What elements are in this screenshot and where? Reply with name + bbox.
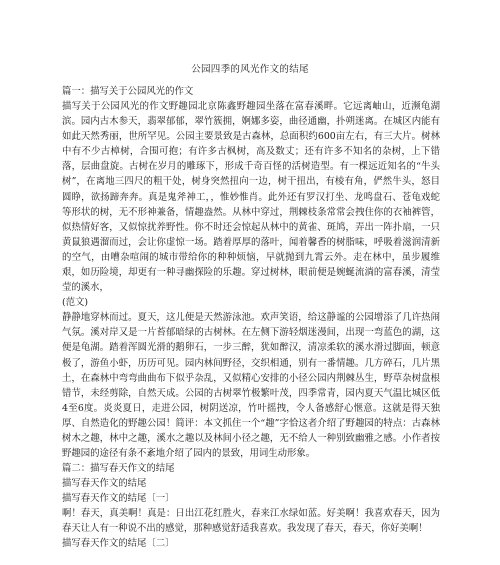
document-title: 公园四季的风光作文的结尾 <box>191 64 309 75</box>
section2-subheading-2: 描写春天作文的结尾〔一〕 <box>62 493 175 505</box>
document-body <box>62 84 440 551</box>
section2-subheading-1: 描写春天作文的结尾 <box>62 478 147 490</box>
fanwen-label: (范文) <box>62 297 89 309</box>
section2-subheading-3: 描写春天作文的结尾〔二〕 <box>62 538 175 550</box>
section1-paragraph-2: 静静地穿林而过。夏天，这儿便是天然游泳池。欢声笑语，给这静谧的公园增添了几许热闹气氛。溪对岸又是一片苔郁暗绿的古树林。在左侧下游轻烟迷漫间，出现一弯蓝色的湖，这便是龟湖。踏着浑圆光滑的鹅卵石，一步三醉，犹如醉汉，清凉柔软的溪水滑过脚面，顿意极了，游鱼小虾，历历可见。园内林间野径，交织相通，别有一番情趣。几方碎石，几片黑土，在森林中弯弯曲曲布下似乎杂乱，又似精心安排的小径公园内荆棘丛生，野草杂树盘根错节，未经剪除，自然天成。公园的古树翠竹极繁叶茂，四季常青，园内夏天气温比城区低4至6度。炎炎夏日，走进公园，树阴送凉，竹叶摇拽，令人备感舒心惬意。这就是得天独厚、自然造化的野趣公园！简评：本文抓住一个“趣”字恰这者介绍了野趣园的特点：古森林树木之趣，林中之趣，溪水之趣以及林间小径之趣，无不给人一种别致幽雅之感。小作者按野趣园的途径有条不紊地介绍了园内的景致，用词生动形象。 <box>62 312 440 460</box>
section1-heading: 篇一：描写关于公园风光的作文 <box>62 86 194 97</box>
section2-heading: 篇二：描写春天作文的结尾 <box>62 463 175 475</box>
section1-paragraph: 描写关于公园风光的作文野趣园北京陈鑫野趣园坐落在富春溪畔。它远离岫山，近濒龟湖滨。园内古木参天，翡翠郁郁，翠竹簇拥，婀娜多姿，曲径通幽，扑朔迷离。在城区内能有如此天然秀丽，世所罕见。公园主要景致是古森林，总面积约600亩左右，有三大片。树林中有不少古樟树，合围可抱；有许多古枫树，高及数丈；还有许多不知名的杂树，上下错落，层曲盘旋。古树在岁月的雕琢下，形成千奇百怪的活树造型。有一棵远近知名的“牛头树”，在离地三四尺的粗干处，树身突然扭向一边，树干扭出，有棱有角，俨然牛头，怒目圆睁，欲扬蹄奔奔。真是鬼斧神工，，惟妙惟肖。此外还有罗汉打坐、龙鸣盘石、苍龟戏蛇等形状的树，无不形神兼备，情趣盎然。从林中穿过，荆棘枝条常常会拽住你的衣袖裤管，似热情好客，又似惊扰养野性。你不时还会惊起从林中的黄雀、斑鸠，弄出一阵扑扇，一只黄鼠狼遇溜而过，会让你虚惊一场。踏着厚厚的落叶，闻着馨香的树脂味，呼吸着滋润清新的空气，由嘈杂喧闹的城市带给你的种种烦恼，早就抛到九霄云外。走在林中，虽步履维艰，如历险境，却更有一种寻幽探险的乐趣。穿过树林，眼前便是婉蜒流淌的富春溪，清莹莹的溪水， <box>62 101 440 294</box>
section2-paragraph: 啊！春天，真美啊！真是：日出江花红胜火，春来江水绿如蓝。好美啊！我喜欢春天，因为春天让人有一种说不出的感觉，那种感觉舒适我喜欢。我发现了春天，春天，你好美啊！ <box>62 508 440 535</box>
